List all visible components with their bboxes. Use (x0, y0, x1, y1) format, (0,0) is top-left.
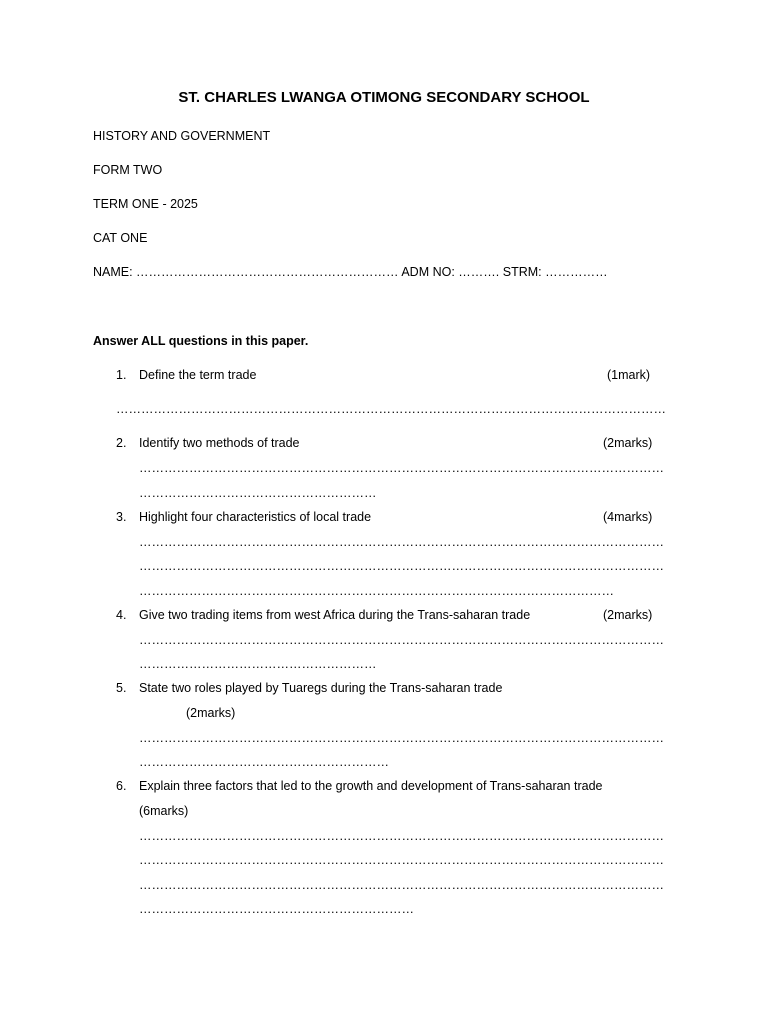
answer-line: ……………………………………………………………………………………………………………… (139, 853, 664, 867)
subject-label: HISTORY AND GOVERNMENT (93, 129, 271, 143)
question-marks: (6marks) (139, 804, 189, 818)
question-number: 1. (116, 368, 127, 382)
answer-line: ……………………………………………………………………………………………………………… (139, 633, 664, 647)
student-details-line: NAME: ……………………………………………………… ADM NO: ………. STRM: …………… (93, 265, 608, 279)
question-text: State two roles played by Tuaregs during the Trans-saharan trade (139, 681, 503, 695)
answer-line: ……………………………………………………………………………………………………………… (139, 878, 664, 892)
question-number: 4. (116, 608, 127, 622)
answer-line: ……………………………………………………………………………………………………………… (139, 461, 664, 475)
question-marks: (2marks) (186, 706, 236, 720)
question-marks: (2marks) (603, 608, 653, 622)
answer-line: …………………………………………………………………………………………………………………… (116, 402, 666, 416)
question-text: Explain three factors that led to the growth and development of Trans-saharan trade (139, 779, 603, 793)
question-number: 2. (116, 436, 127, 450)
question-text: Identify two methods of trade (139, 436, 300, 450)
question-marks: (1mark) (607, 368, 651, 382)
answer-line: …………………………………………………… (139, 755, 389, 769)
term-label: TERM ONE - 2025 (93, 197, 198, 211)
question-text: Highlight four characteristics of local trade (139, 510, 372, 524)
form-label: FORM TWO (93, 163, 163, 177)
question-marks: (2marks) (603, 436, 653, 450)
answer-line: …………………………………………………………………………………………………… (139, 584, 614, 598)
answer-line: ……………………………………………………………………………………………………………… (139, 535, 664, 549)
question-text: Define the term trade (139, 368, 257, 382)
answer-line: ………………………………………………… (139, 486, 377, 500)
instructions: Answer ALL questions in this paper. (93, 334, 309, 348)
answer-line: ……………………………………………………………………………………………………………… (139, 829, 664, 843)
answer-line: ………………………………………………………… (139, 902, 414, 916)
school-title: ST. CHARLES LWANGA OTIMONG SECONDARY SCHOOL (178, 89, 590, 106)
answer-line: ……………………………………………………………………………………………………………… (139, 559, 664, 573)
answer-line: ………………………………………………… (139, 657, 377, 671)
question-text: Give two trading items from west Africa during the Trans-saharan trade (139, 608, 531, 622)
question-marks: (4marks) (603, 510, 653, 524)
answer-line: ……………………………………………………………………………………………………………… (139, 731, 664, 745)
question-number: 5. (116, 681, 127, 695)
question-number: 3. (116, 510, 127, 524)
question-number: 6. (116, 779, 127, 793)
exam-label: CAT ONE (93, 231, 148, 245)
